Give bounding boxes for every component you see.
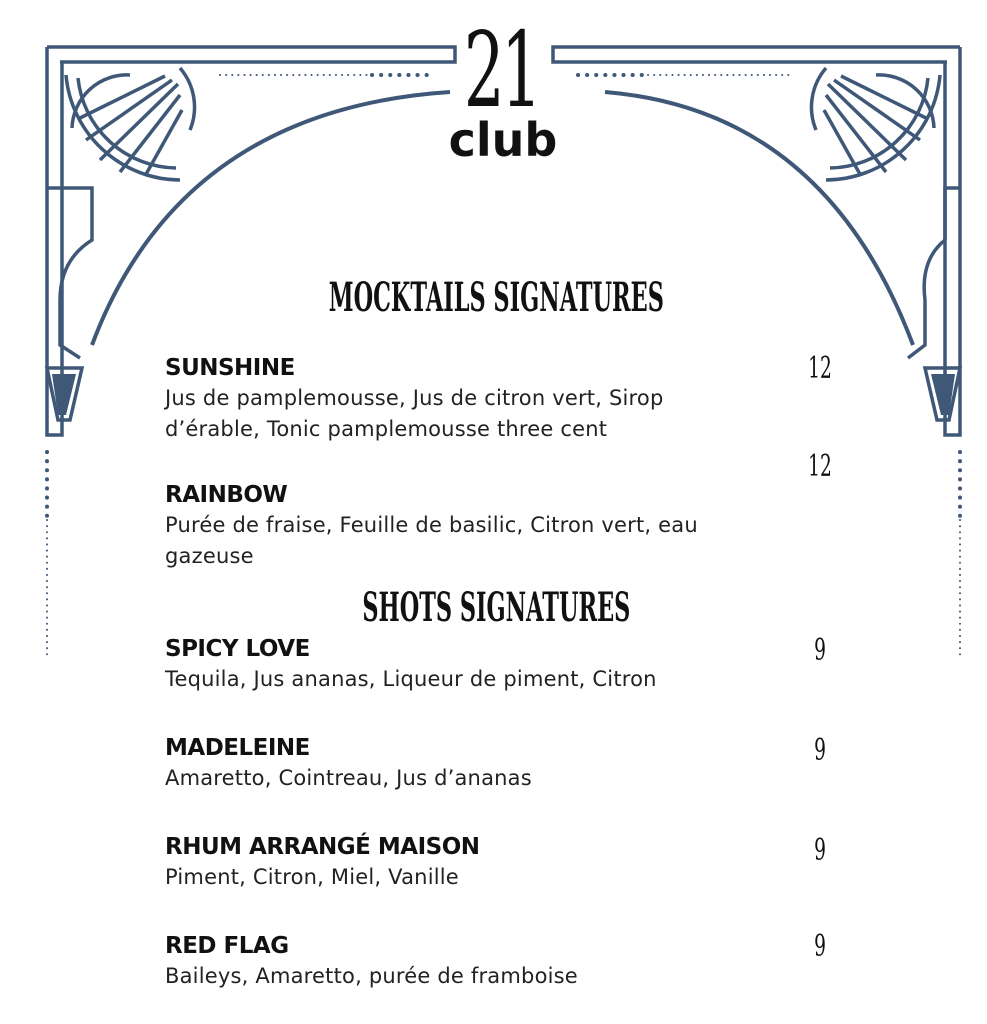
item-price: 9 [814,633,826,668]
item-name: RED FLAG [165,933,289,959]
item-price: 9 [814,833,826,868]
item-price: 12 [808,351,832,386]
item-description: Baileys, Amaretto, purée de framboise [165,964,578,988]
item-description: Amaretto, Cointreau, Jus d’ananas [165,766,532,790]
item-description: Jus de pamplemousse, Jus de citron vert, Sirop d’érable, Tonic pamplemousse three cent [165,386,664,441]
item-description: Tequila, Jus ananas, Liqueur de piment, Citron [165,667,657,691]
item-price: 12 [808,449,832,484]
item-name: RHUM ARRANGÉ MAISON [165,834,480,860]
section-title-shots: SHOTS SIGNATURES [362,584,631,631]
logo-word: club [448,113,558,167]
menu-item [165,480,845,572]
item-name: SUNSHINE [165,355,295,381]
item-name: SPICY LOVE [165,636,310,662]
item-name: MADELEINE [165,735,310,761]
item-price: 9 [814,733,826,768]
item-name: RAINBOW [165,482,288,508]
logo-number: 21 [463,9,539,131]
item-description: Purée de fraise, Feuille de basilic, Citron vert, eau gazeuse [165,513,698,568]
menu-item [165,832,845,893]
club-logo [440,9,570,167]
item-price: 9 [814,929,826,964]
section-title-mocktails: MOCKTAILS SIGNATURES [328,274,664,321]
menu-item [165,634,845,695]
item-description: Piment, Citron, Miel, Vanille [165,865,459,889]
menu-item [165,353,845,445]
menu-item [165,733,845,794]
menu-item [165,931,845,992]
